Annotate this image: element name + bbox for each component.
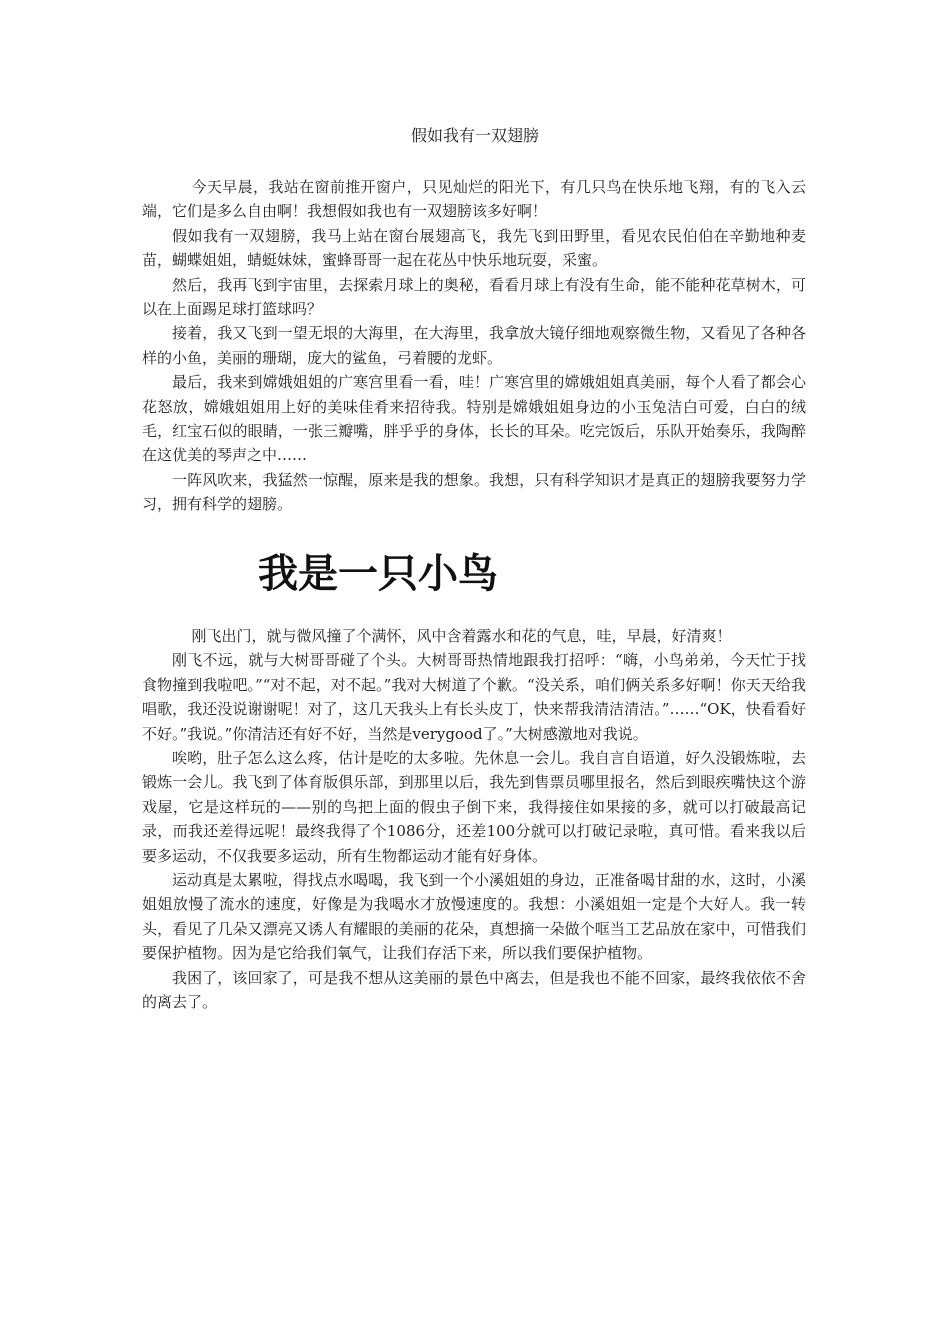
essay2-title: 我是一只小鸟 [258, 550, 498, 597]
essay2-paragraph: 运动真是太累啦，得找点水喝喝，我飞到一个小溪姐姐的身边，正准备喝甘甜的水，这时，小溪姐姐放慢了流水的速度，好像是为我喝水才放慢速度的。我想：小溪姐姐一定是个大好人。我一转头，看见了几朵又漂亮又诱人有耀眼的美丽的花朵，真想摘一朵做个哐当工艺品放在家中，可惜我们要保护植物。因为是它给我们氧气，让我们存活下来，所以我们要保护植物。 [142, 871, 806, 963]
essay1-paragraph: 一阵风吹来，我猛然一惊醒，原来是我的想象。我想，只有科学知识才是真正的翅膀我要努力学习，拥有科学的翅膀。 [142, 470, 806, 514]
essay2-paragraph: 刚飞不远，就与大树哥哥碰了个头。大树哥哥热情地跟我打招呼：“嗨，小鸟弟弟，今天忙于找食物撞到我啦吧。”“对不起，对不起。”我对大树道了个歉。“没关系，咱们俩关系多好啊！你天天给我唱歌，我还没说谢谢呢！对了，这几天我头上有长头皮丁，快来帮我清洁清洁。”……“OK，快看看好不好。”我说。”你清洁还有好不好，当然是verygood了。”大树感激地对我说。 [142, 651, 806, 743]
essay1-paragraph: 假如我有一双翅膀，我马上站在窗台展翅高飞，我先飞到田野里，看见农民伯伯在辛勤地种麦苗，蝴蝶姐姐，蜻蜓妹妹，蜜蜂哥哥一起在花丛中快乐地玩耍，采蜜。 [142, 226, 806, 270]
essay2-paragraph: 唉哟，肚子怎么这么疼，估计是吃的太多啦。先休息一会儿。我自言自语道，好久没锻炼啦，去锻炼一会儿。我飞到了体育版俱乐部，到那里以后，我先到售票员哪里报名，然后到眼疾嘴快这个游戏屋，它是这样玩的——别的鸟把上面的假虫子倒下来，我得接住如果接的多，就可以打破最高记录，而我还差得远呢！最终我得了个1086分，还差100分就可以打破记录啦，真可惜。看来我以后要多运动，不仅我要多运动，所有生物都运动才能有好身体。 [142, 749, 806, 865]
essay2-paragraph: 我困了，该回家了，可是我不想从这美丽的景色中离去，但是我也不能不回家，最终我依依不舍的离去了。 [142, 968, 806, 1012]
essay1-paragraph: 今天早晨，我站在窗前推开窗户，只见灿烂的阳光下，有几只鸟在快乐地飞翔，有的飞入云端，它们是多么自由啊！我想假如我也有一双翅膀该多好啊！ [142, 178, 806, 221]
essay1-paragraph: 最后，我来到嫦娥姐姐的广寒宫里看一看，哇！广寒宫里的嫦娥姐姐真美丽，每个人看了都会心花怒放，嫦娥姐姐用上好的美味佳肴来招待我。特别是嫦娥姐姐身边的小玉兔洁白可爱，白白的绒毛，红宝石似的眼睛，一张三瓣嘴，胖乎乎的身体，长长的耳朵。吃完饭后，乐队开始奏乐，我陶醉在这优美的琴声之中…… [142, 373, 806, 465]
essay1-paragraph: 然后，我再飞到宇宙里，去探索月球上的奥秘，看看月球上有没有生命，能不能种花草树木，可以在上面踢足球打篮球吗？ [142, 275, 806, 319]
essay2-paragraph: 刚飞出门，就与微风撞了个满怀，风中含着露水和花的气息，哇，早晨，好清爽！ [191, 627, 732, 645]
essay1-paragraph: 接着，我又飞到一望无垠的大海里，在大海里，我拿放大镜仔细地观察微生物，又看见了各种各样的小鱼，美丽的珊瑚，庞大的鲨鱼，弓着腰的龙虾。 [142, 324, 806, 367]
essay2-body [142, 624, 806, 1015]
essay1-title: 假如我有一双翅膀 [410, 126, 539, 145]
essay1-body [142, 175, 806, 517]
